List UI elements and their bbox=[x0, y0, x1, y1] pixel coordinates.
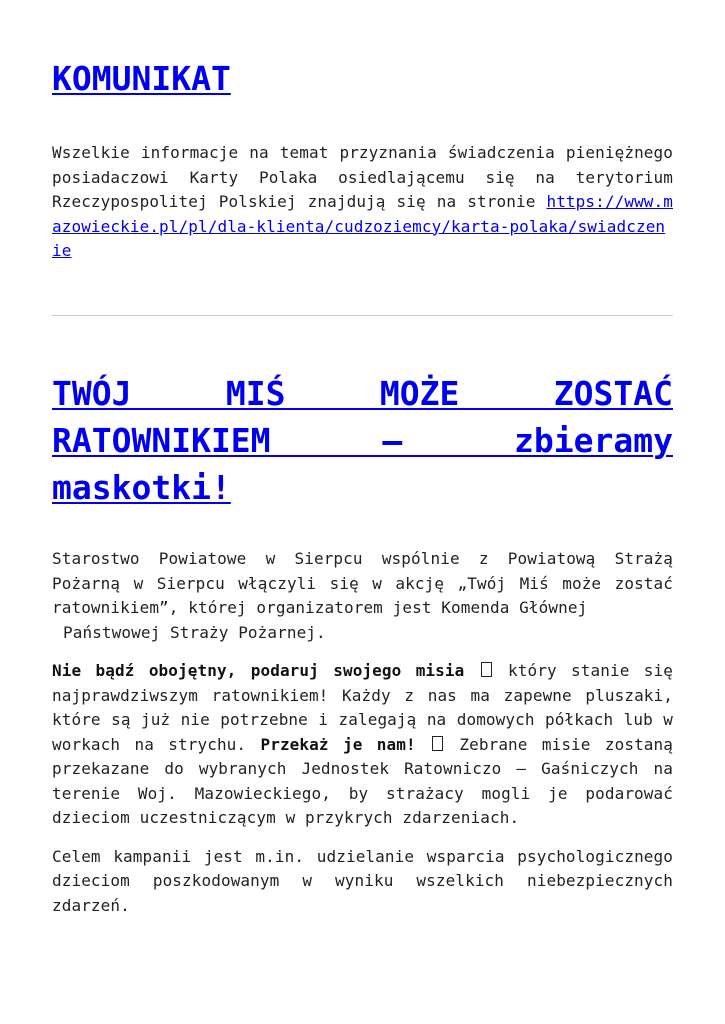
post-title-link[interactable]: KOMUNIKAT bbox=[52, 59, 231, 98]
post-title bbox=[52, 55, 231, 102]
paragraph-text: Celem kampanii jest m.in. udzielanie wsparcia psychologicznego dzieciom poszkodowanym w wyniku wszelkich niebezpiecznych zdarzeń. bbox=[52, 846, 673, 915]
paragraph-text: Starostwo Powiatowe w Sierpcu wspólnie z Powiatową Strażą Pożarną w Sierpcu włączyli się w akcję „Twój Miś może zostać ratownikiem”, której organizatorem jest Komenda Głównej bbox=[52, 549, 673, 617]
paragraph bbox=[52, 659, 673, 831]
paragraph-text: który stanie się najprawdziwszym ratownikiem! Każdy z nas ma zapewne pluszaki, które są już nie potrzebne i zalegają na domowych półkach lub w workach na strychu. bbox=[52, 661, 673, 754]
paragraph-text: Państwowej Straży Pożarnej. bbox=[63, 622, 326, 642]
paragraph bbox=[52, 547, 673, 645]
info-link[interactable]: https://www.mazowieckie.pl/pl/dla-klienta/cudzoziemcy/karta-polaka/swiadczenie bbox=[52, 192, 673, 260]
post-title bbox=[52, 370, 673, 511]
post-title-link[interactable]: TWÓJ MIŚ MOŻE ZOSTAĆ RATOWNIKIEM – zbieramy maskotki! bbox=[52, 374, 673, 507]
post-body bbox=[52, 547, 673, 932]
bold-text: Nie bądź obojętny, podaruj swojego misia bbox=[52, 661, 465, 680]
paragraph-text: Zebrane misie zostaną przekazane do wybranych Jednostek Ratowniczo – Gaśniczych na terenie Woj. Mazowieckiego, by strażacy mogli je podarować dzieciom uczestniczącym w przykrych zdarzeniach. bbox=[52, 734, 673, 827]
post-body-text: Wszelkie informacje na temat przyznania świadczenia pieniężnego posiadaczowi Karty Polaka osiedlającemu się na terytorium Rzeczypospolitej Polskiej znajdują się na stronie bbox=[52, 143, 673, 211]
post-body bbox=[52, 141, 673, 264]
paragraph bbox=[52, 845, 673, 919]
bold-text: Przekaż je nam! bbox=[260, 734, 416, 754]
post-divider bbox=[52, 315, 673, 316]
missing-emoji-icon bbox=[432, 736, 443, 751]
missing-emoji-icon bbox=[481, 662, 492, 677]
